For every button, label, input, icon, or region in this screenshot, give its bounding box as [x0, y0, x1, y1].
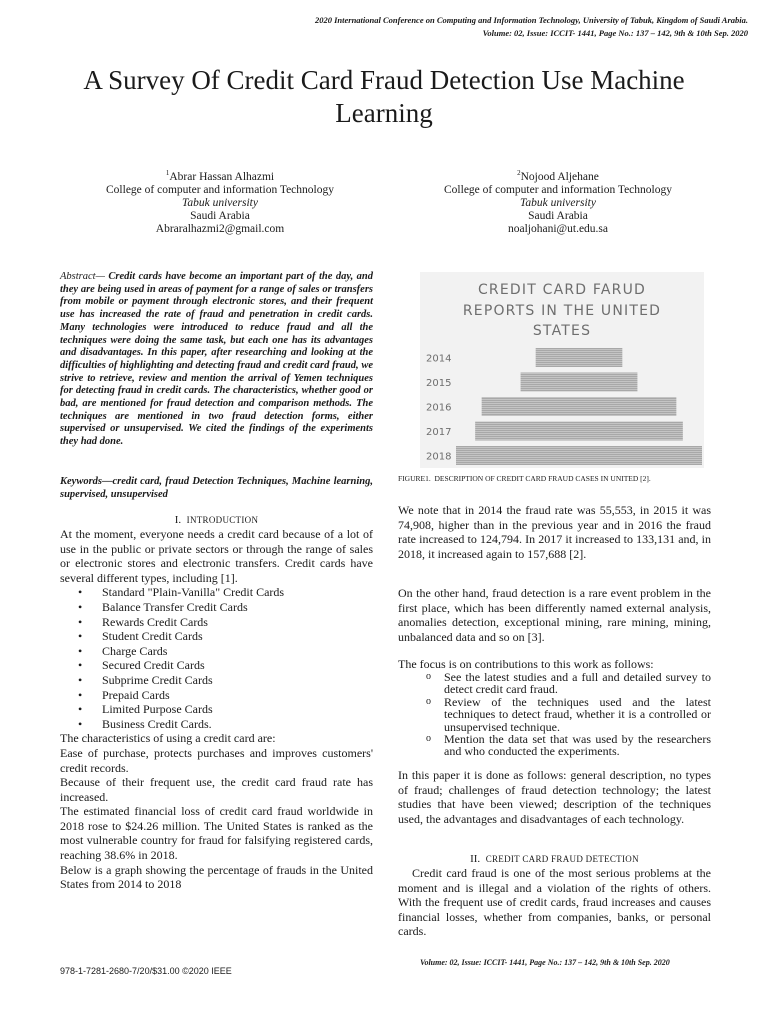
chart-title-line-2: REPORTS IN THE UNITED — [462, 303, 662, 319]
list-item: • Student Credit Cards — [102, 629, 373, 644]
list-item: • Subprime Credit Cards — [102, 673, 373, 688]
author-univ: Tabuk university — [182, 196, 258, 209]
category-label: 2017 — [426, 427, 452, 438]
section-title: INTRODUCTION — [186, 515, 259, 525]
abstract-label: Abstract— — [60, 271, 105, 282]
section-heading-fraud-detection — [398, 853, 711, 865]
loss-paragraph: The estimated financial loss of credit card fraud worldwide in 2018 rose to $24.26 million. The United States is ranked as the most vulnerable country for fraud for falsifying registered cards, reaching 38.6% in 2018. — [60, 804, 373, 863]
contributions-list-wrap — [398, 671, 711, 758]
list-item: • Prepaid Cards — [102, 688, 373, 703]
section-number: II. — [470, 853, 481, 865]
list-item — [398, 671, 711, 696]
intro-paragraph: At the moment, everyone needs a credit card because of a lot of use in the public or private sectors or through the range of sales or electronic stores and electronic transfers. Credit cards have several different types, including [1]. — [60, 527, 373, 585]
volume-footer: Volume: 02, Issue: ICCIT- 1441, Page No.: 137 – 142, 9th & 10th Sep. 2020 — [420, 958, 670, 967]
list-item: • Limited Purpose Cards — [102, 702, 373, 717]
author-block-2 — [398, 167, 718, 236]
contributions-intro: The focus is on contributions to this work as follows: — [398, 657, 654, 671]
author-sup: 1 — [165, 169, 170, 177]
category-label: 2014 — [426, 353, 452, 365]
category-label: 2018 — [426, 451, 452, 463]
list-item: • Balance Transfer Credit Cards — [102, 600, 373, 615]
list-marker: o — [426, 671, 431, 682]
fraud-rate-paragraph: We note that in 2014 the fraud rate was 55,553, in 2015 it was 74,908, higher than in the previous year and in 2016 the fraud rate increased to 124,794. In 2017 it increased to 133,131 and, in 2018, it increased again to 157,688 [2]. — [398, 503, 711, 561]
list-marker: o — [426, 695, 431, 707]
author-email: noaljohani@ut.edu.sa — [507, 222, 608, 235]
section-title: CREDIT CARD FRAUD DETECTION — [485, 854, 639, 864]
author-email: Abraralhazmi2@gmail.com — [155, 222, 285, 235]
bar-2018 — [456, 446, 702, 465]
list-item: • Secured Credit Cards — [102, 658, 373, 673]
frequency-paragraph: Because of their frequent use, the credit card fraud rate has increased. — [60, 775, 373, 804]
conference-header — [200, 14, 748, 40]
author-country: Saudi Arabia — [190, 209, 250, 222]
figure-chart — [420, 272, 704, 468]
bar-2017 — [475, 422, 683, 441]
bar-2014 — [536, 348, 623, 367]
rare-event-paragraph: On the other hand, fraud detection is a rare event problem in the first place, which has been differently named external analysis, anomalies detection, exceptional mining, rare mining, mining, unbalanced data and so on [3]. — [398, 586, 711, 644]
list-item: • Business Credit Cards. — [102, 717, 373, 732]
fraud-definition-paragraph: Credit card fraud is one of the most serious problems at the moment and is illegal and a violation of the rights of others. With the frequent use of credit cards, fraud increases and causes financial losses, whether from companies, banks, or personal cards. — [398, 866, 711, 939]
list-item: • Rewards Credit Cards — [102, 615, 373, 630]
contributions-list — [398, 671, 711, 758]
author-name: Nojood Aljehane — [520, 170, 599, 183]
bar-chart — [420, 272, 704, 468]
copyright-footer: 978-1-7281-2680-7/20/$31.00 ©2020 IEEE — [60, 966, 232, 976]
category-label: 2015 — [426, 378, 452, 389]
author-country: Saudi Arabia — [528, 209, 588, 222]
conference-line: 2020 International Conference on Computing and Information Technology, University of Tabuk, Kingdom of Saudi Arabia. — [314, 15, 748, 25]
card-types-list — [60, 585, 373, 731]
figure-caption — [398, 474, 718, 483]
caption-number: FIGURE1. — [398, 474, 431, 483]
bar-2015 — [521, 373, 638, 392]
list-item: • Standard "Plain-Vanilla" Credit Cards — [102, 585, 373, 600]
paper-title: A Survey Of Credit Card Fraud Detection Use Machine Learning — [83, 65, 685, 128]
list-item-text: See the latest studies and a full and detailed survey to detect credit card fraud. — [444, 670, 711, 697]
paper-outline-paragraph: In this paper it is done as follows: general description, no types of fraud; challenges of fraud detection technology; the latest studies that have been viewed; description of the techniques used, the advantages and disadvantages of each technology. — [398, 768, 711, 826]
abstract — [60, 271, 373, 449]
characteristics-paragraph: The characteristics of using a credit card are: — [60, 731, 276, 746]
bar-2016 — [482, 397, 677, 416]
list-marker: o — [426, 733, 431, 745]
caption-text: DESCRIPTION OF CREDIT CARD FRAUD CASES IN UNITED [2]. — [434, 474, 651, 483]
intro-column — [60, 527, 373, 892]
list-item — [398, 696, 711, 733]
list-item: • Charge Cards — [102, 644, 373, 659]
author-name: Abrar Hassan Alhazmi — [169, 170, 275, 183]
author-dept: College of computer and information Technology — [444, 183, 672, 196]
author-block-1 — [60, 167, 380, 236]
graph-intro-paragraph: Below is a graph showing the percentage of frauds in the United States from 2014 to 2018 — [60, 862, 373, 892]
author-sup: 2 — [517, 169, 521, 177]
author-univ: Tabuk university — [520, 196, 596, 209]
chart-title-line-3: STATES — [532, 323, 592, 339]
section-heading-introduction — [60, 514, 373, 526]
keywords: Keywords—credit card, fraud Detection Techniques, Machine learning, supervised, unsupervised — [60, 476, 373, 500]
abstract-text: Credit cards have become an important part of the day, and they are being used in areas of payment for a range of sales or transfers from mobile or payment through electronic stores, and their frequent use has increased the rate of fraud and penetration in credit cards. Many technologies were introduced to reduce fraud and all the techniques were doing the same task, but each one has its advantages and disadvantages. In this paper, after researching and looking at the difficulties of highlighting and detecting fraud and credit card fraud, we strive to retrieve, review and mention the arrival of Yemen techniques for detecting fraud in credit cards. The characteristics, whether good or bad, are mentioned for fraud detection and comparison methods. The techniques are mentioned in two fraud detection forms, either supervised or unsupervised. We cited the findings of the experiments they had done. — [60, 271, 373, 448]
category-label: 2016 — [426, 402, 452, 414]
list-item-text: Mention the data set that was used by the researchers and who conducted the experiments. — [444, 732, 711, 759]
list-item — [398, 733, 711, 758]
ease-paragraph: Ease of purchase, protects purchases and improves customers' credit records. — [60, 745, 373, 775]
section-number: I. — [174, 514, 182, 526]
author-dept: College of computer and information Technology — [106, 183, 334, 196]
list-item-text: Review of the techniques used and the latest techniques to detect fraud, whether it is a controlled or unsupervised technique. — [444, 694, 711, 734]
chart-title-line-1: CREDIT CARD FARUD — [477, 282, 647, 298]
volume-line: Volume: 02, Issue: ICCIT- 1441, Page No.: 137 – 142, 9th & 10th Sep. 2020 — [482, 28, 748, 38]
